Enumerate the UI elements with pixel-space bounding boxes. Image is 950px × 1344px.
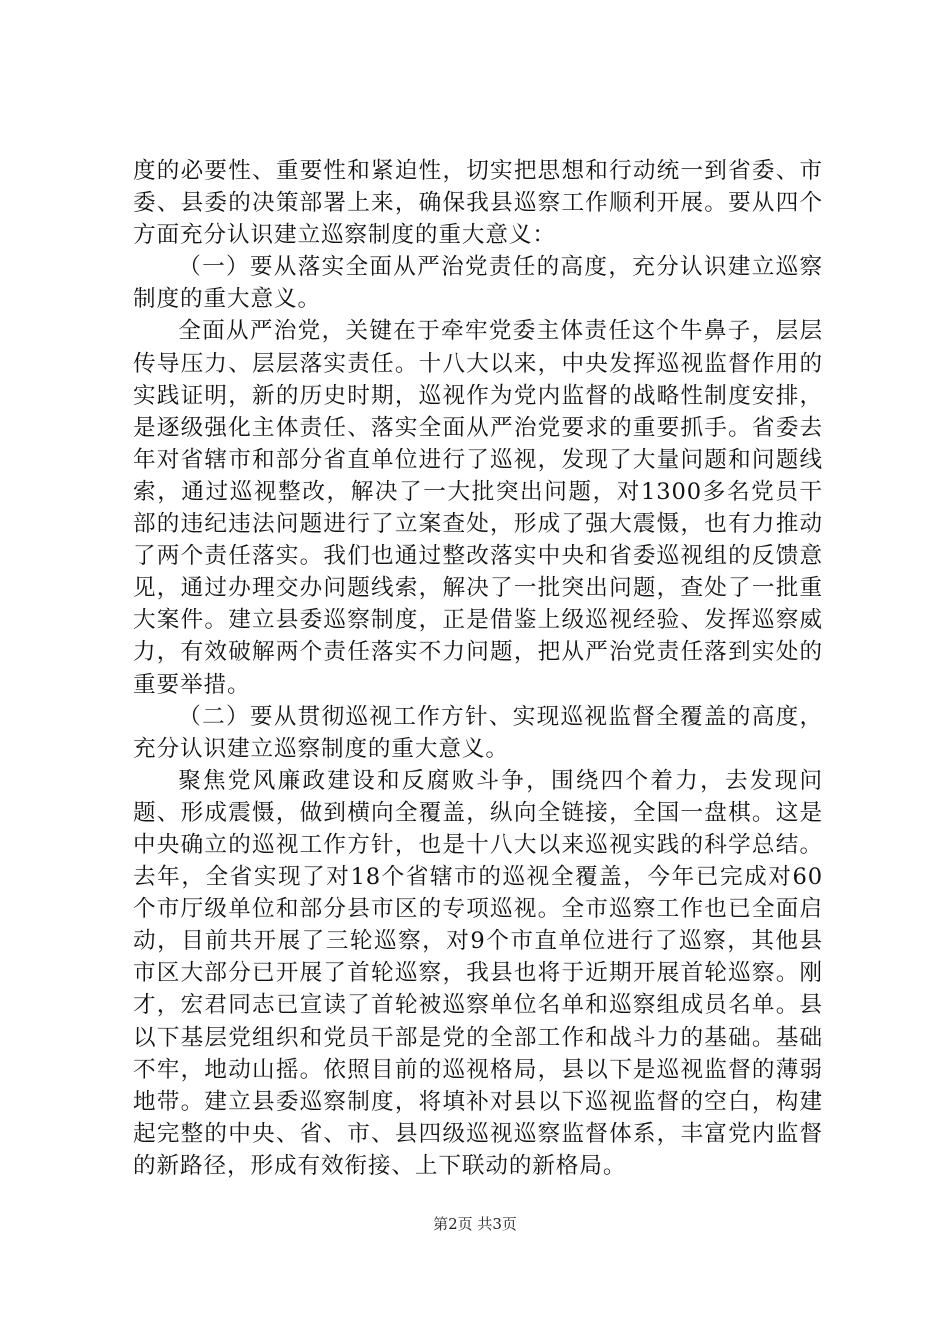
document-body bbox=[133, 155, 823, 1182]
section-heading-two: （二）要从贯彻巡视工作方针、实现巡视监督全覆盖的高度，充分认识建立巡察制度的重大意义。 bbox=[133, 703, 823, 762]
page-number-footer: 第2页 共3页 bbox=[433, 1215, 517, 1233]
section-heading-one: （一）要从落实全面从严治党责任的高度，充分认识建立巡察制度的重大意义。 bbox=[133, 254, 823, 313]
paragraph-section-one-body: 全面从严治党，关键在于牵牢党委主体责任这个牛鼻子，层层传导压力、层层落实责任。十八大以来，中央发挥巡视监督作用的实践证明，新的历史时期，巡视作为党内监督的战略性制度安排，是逐级强化主体责任、落实全面从严治党要求的重要抓手。省委去年对省辖市和部分省直单位进行了巡视，发现了大量问题和问题线索，通过巡视整改，解决了一大批突出问题，对1300多名党员干部的违纪违法问题进行了立案查处，形成了强大震慑，也有力推动了两个责任落实。我们也通过整改落实中央和省委巡视组的反馈意见，通过办理交办问题线索，解决了一批突出问题，查处了一批重大案件。建立县委巡察制度，正是借鉴上级巡视经验、发挥巡察威力，有效破解两个责任落实不力问题，把从严治党责任落到实处的重要举措。 bbox=[133, 318, 823, 698]
paragraph-section-two-body: 聚焦党风廉政建设和反腐败斗争，围绕四个着力，去发现问题、形成震慑，做到横向全覆盖，纵向全链接，全国一盘棋。这是中央确立的巡视工作方针，也是十八大以来巡视实践的科学总结。去年，全省实现了对18个省辖市的巡视全覆盖，今年已完成对60个市厅级单位和部分县市区的专项巡视。全市巡察工作也已全面启动，目前共开展了三轮巡察，对9个市直单位进行了巡察，其他县市区大部分已开展了首轮巡察，我县也将于近期开展首轮巡察。刚才，宏君同志已宣读了首轮被巡察单位名单和巡察组成员名单。县以下基层党组织和党员干部是党的全部工作和战斗力的基础。基础不牢，地动山摇。依照目前的巡视格局，县以下是巡视监督的薄弱地带。建立县委巡察制度，将填补对县以下巡视监督的空白，构建起完整的中央、省、市、县四级巡视巡察监督体系，丰富党内监督的新路径，形成有效衔接、上下联动的新格局。 bbox=[133, 767, 823, 1179]
paragraph-intro-continuation: 度的必要性、重要性和紧迫性，切实把思想和行动统一到省委、市委、县委的决策部署上来，确保我县巡察工作顺利开展。要从四个方面充分认识建立巡察制度的重大意义： bbox=[133, 158, 823, 249]
